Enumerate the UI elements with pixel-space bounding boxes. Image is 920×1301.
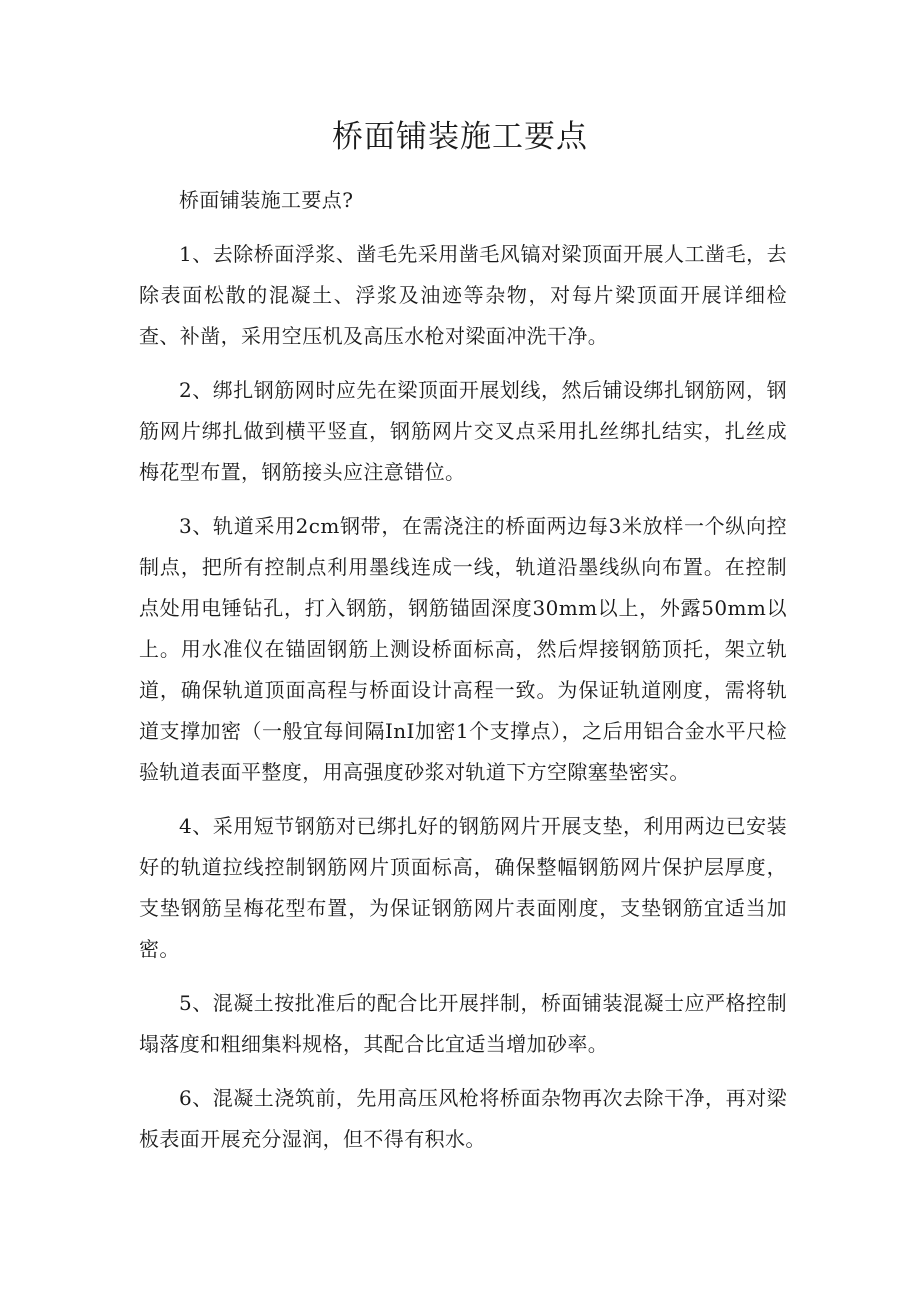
paragraph-5: 5、混凝土按批准后的配合比开展拌制，桥面铺装混凝士应严格控制塌落度和粗细集料规格，其配合比宜适当增加砂率。: [139, 991, 787, 1056]
document-title: 桥面铺装施工要点: [332, 119, 588, 155]
paragraph-intro: 桥面铺装施工要点?: [179, 188, 354, 212]
paragraph-2: 2、绑扎钢筋网时应先在梁顶面开展划线，然后铺设绑扎钢筋网，钢筋网片绑扎做到横平竖直，钢筋网片交叉点采用扎丝绑扎结实，扎丝成梅花型布置，钢筋接头应注意错位。: [139, 378, 787, 484]
paragraph-1: 1、去除桥面浮浆、凿毛先采用凿毛风镐对梁顶面开展人工凿毛，去除表面松散的混凝土、浮浆及油迹等杂物，对每片梁顶面开展详细检查、补凿，采用空压机及高压水枪对梁面冲洗干净。: [139, 242, 787, 348]
paragraph-3: 3、轨道采用2cm钢带，在需浇注的桥面两边每3米放样一个纵向控制点，把所有控制点利用墨线连成一线，轨道沿墨线纵向布置。在控制点处用电锤钻孔，打入钢筋，钢筋锚固深度30mm以上，外露50mm以上。用水准仪在锚固钢筋上测设桥面标高，然后焊接钢筋顶托，架立轨道，确保轨道顶面高程与桥面设计高程一致。为保证轨道刚度，需将轨道支撑加密（一般宜每间隔InI加密1个支撑点），之后用铝合金水平尺检验轨道表面平整度，用高强度砂浆对轨道下方空隙塞垫密实。: [139, 514, 787, 784]
document-body: [139, 180, 787, 1173]
paragraph-6: 6、混凝土浇筑前，先用高压风枪将桥面杂物再次去除干净，再对梁板表面开展充分湿润，但不得有积水。: [139, 1086, 787, 1151]
paragraph-4: 4、采用短节钢筋对已绑扎好的钢筋网片开展支垫，利用两边已安装好的轨道拉线控制钢筋网片顶面标高，确保整幅钢筋网片保护层厚度，支垫钢筋呈梅花型布置，为保证钢筋网片表面刚度，支垫钢筋宜适当加密。: [139, 814, 787, 961]
